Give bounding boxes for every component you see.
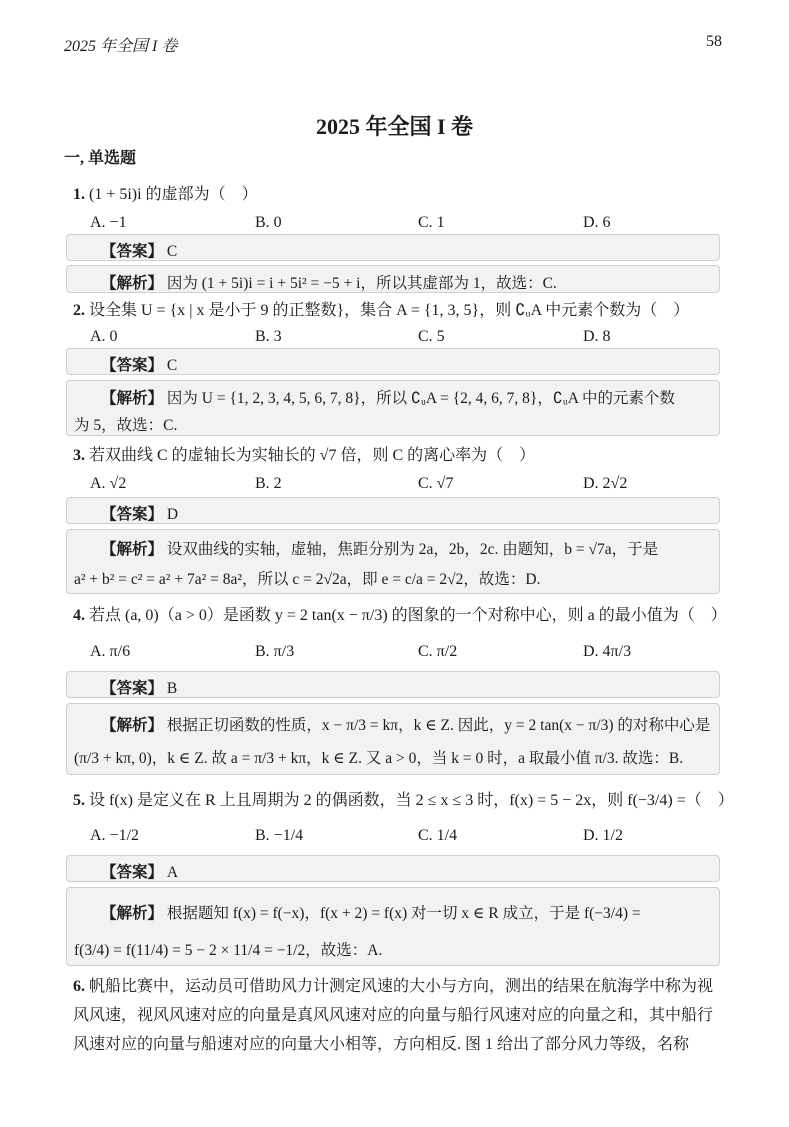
option-c: C. π/2 [418,643,458,660]
question-5 [73,787,734,810]
answer-label: 【答案】 [101,864,164,881]
answer-label: 【答案】 [101,243,164,260]
analysis-label: 【解析】 [101,390,164,407]
answer-value: B [166,680,178,697]
option-a: A. 0 [90,328,118,345]
question-number: 4. [73,607,85,624]
option-b: B. 0 [255,214,282,231]
option-b: B. 3 [255,328,282,345]
analysis-label: 【解析】 [101,905,164,922]
answer-box [66,348,720,375]
option-c: C. √7 [418,475,454,492]
option-a: A. π/6 [90,643,131,660]
question-stem: 若双曲线 C 的虚轴长为实轴长的 √7 倍，则 C 的离心率为（ ） [89,447,536,464]
question-4 [73,602,727,625]
answer-label: 【答案】 [101,680,164,697]
answer-box [66,497,720,524]
question-number: 2. [73,302,85,319]
analysis-line: (π/3 + kπ, 0)，k ∈ Z. 故 a = π/3 + kπ，k ∈ Z. 又 a > 0，当 k = 0 时，a 取最小值 π/3. 故选：B. [74,750,684,767]
answer-box [66,855,720,882]
option-c: C. 1/4 [418,827,458,844]
answer-box [66,671,720,698]
question-3 [73,442,535,465]
running-head: 2025 年全国 I 卷 [64,38,178,55]
question-number: 6. [73,978,85,995]
option-c: C. 1 [418,214,445,231]
analysis-label: 【解析】 [101,541,164,558]
question-stem: 设 f(x) 是定义在 R 上且周期为 2 的偶函数，当 2 ≤ x ≤ 3 时，f(x) = 5 − 2x，则 f(−3/4) =（ ） [89,792,734,809]
option-d: D. 6 [583,214,611,231]
option-a: A. √2 [90,475,127,492]
option-d: D. 2√2 [583,475,628,492]
answer-label: 【答案】 [101,506,164,523]
option-a: A. −1 [90,214,127,231]
question-stem: 若点 (a, 0)（a > 0）是函数 y = 2 tan(x − π/3) 的图象的一个对称中心，则 a 的最小值为（ ） [89,607,727,624]
analysis-box [66,529,720,594]
analysis-box [66,265,720,293]
option-b: B. −1/4 [255,827,304,844]
analysis-label: 【解析】 [101,275,164,292]
analysis-box [66,887,720,966]
section-heading: 一, 单选题 [64,150,137,167]
option-b: B. π/3 [255,643,295,660]
analysis-line: f(3/4) = f(11/4) = 5 − 2 × 11/4 = −1/2，故选：A. [74,942,383,959]
answer-value: D [166,506,179,523]
analysis-line: 根据正切函数的性质，x − π/3 = kπ，k ∈ Z. 因此，y = 2 tan(x − π/3) 的对称中心是 [166,717,711,734]
analysis-line: 为 5，故选：C. [74,417,178,434]
page-number: 58 [706,33,722,50]
answer-box [66,234,720,261]
option-d: D. 4π/3 [583,643,632,660]
question-number: 3. [73,447,85,464]
analysis-box [66,703,720,775]
question-2 [73,297,689,320]
analysis-line: 根据题知 f(x) = f(−x)，f(x + 2) = f(x) 对一切 x ∈ R 成立，于是 f(−3/4) = [166,905,641,922]
analysis-line: a² + b² = c² = a² + 7a² = 8a²，所以 c = 2√2a，即 e = c/a = 2√2，故选：D. [74,571,541,588]
question-number: 1. [73,186,85,203]
question-stem: 设全集 U = {x | x 是小于 9 的正整数}，集合 A = {1, 3, 5}，则 ∁ᵤA 中元素个数为（ ） [89,302,690,319]
answer-value: A [166,864,179,881]
answer-label: 【答案】 [101,357,164,374]
answer-value: C [166,357,178,374]
answer-value: C [166,243,178,260]
option-d: D. 8 [583,328,611,345]
question-stem: (1 + 5i)i 的虚部为（ ） [89,186,258,203]
option-c: C. 5 [418,328,445,345]
question-number: 5. [73,792,85,809]
question-1 [73,181,258,204]
option-a: A. −1/2 [90,827,140,844]
analysis-line: 因为 U = {1, 2, 3, 4, 5, 6, 7, 8}，所以 ∁ᵤA = {2, 4, 6, 7, 8}，∁ᵤA 中的元素个数 [166,390,676,407]
analysis-label: 【解析】 [101,717,164,734]
question-stem: 帆船比赛中，运动员可借助风力计测定风速的大小与方向，测出的结果在航海学中称为视风风速，视风风速对应的向量是真风风速对应的向量与船行风速对应的向量之和，其中船行风速对应的向量与船速对应的向量大小相等，方向相反. 图 1 给出了部分风力等级，名称 [73,978,714,1053]
analysis-line: 因为 (1 + 5i)i = i + 5i² = −5 + i，所以其虚部为 1，故选：C. [166,275,557,292]
analysis-box [66,380,720,436]
analysis-line: 设双曲线的实轴，虚轴，焦距分别为 2a，2b，2c. 由题知，b = √7a，于是 [166,541,659,558]
option-d: D. 1/2 [583,827,623,844]
question-6 [73,972,721,1059]
page-title: 2025 年全国 I 卷 [315,114,474,139]
option-b: B. 2 [255,475,282,492]
